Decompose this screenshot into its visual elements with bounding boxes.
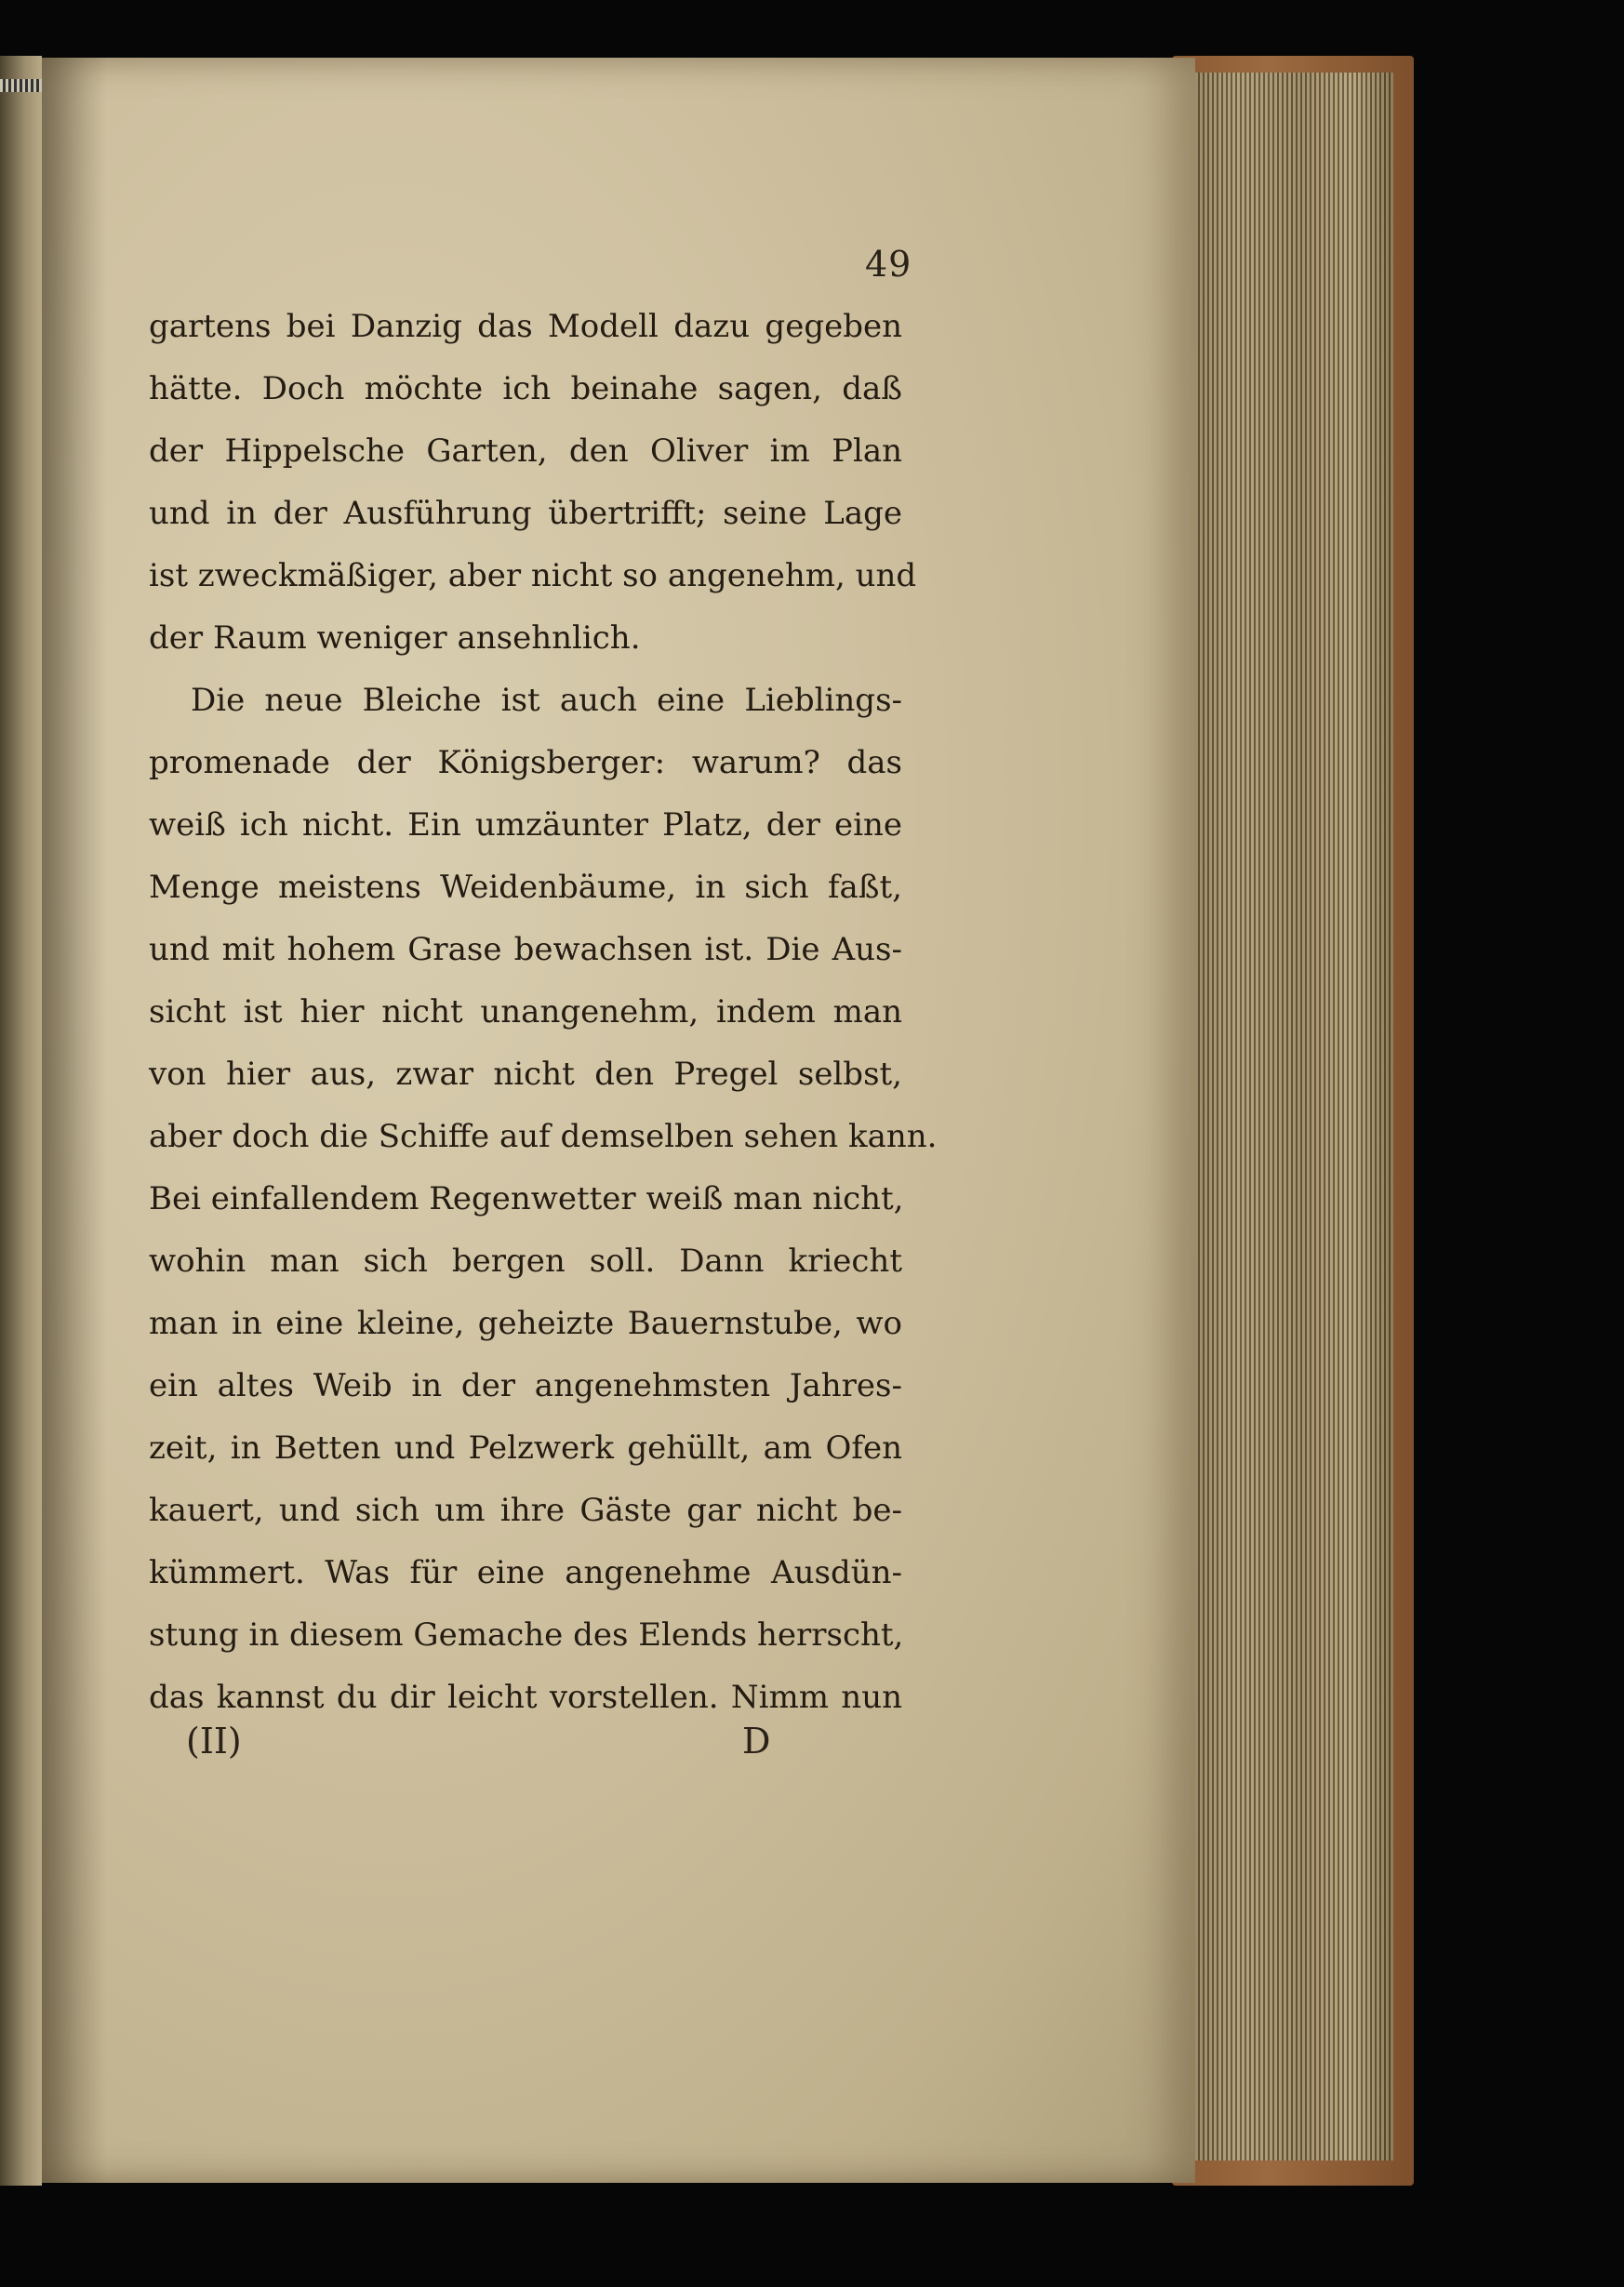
text-line: weiß ich nicht. Ein umzäunter Platz, der eine <box>149 806 902 844</box>
text-line: sicht ist hier nicht unangenehm, indem man <box>149 993 902 1030</box>
text-line: und in der Ausführung übertrifft; seine Lage <box>149 495 902 532</box>
text-line: stung in diesem Gemache des Elends herrscht, <box>149 1616 904 1654</box>
text-line: zeit, in Betten und Pelzwerk gehüllt, am Ofen <box>149 1429 902 1467</box>
page-edges <box>1186 73 1393 2161</box>
signature-mark: (II) <box>186 1721 242 1762</box>
text-line: der Raum weniger ansehnlich. <box>149 619 641 657</box>
text-line: Bei einfallendem Regenwetter weiß man nicht, <box>149 1180 904 1217</box>
text-line: das kannst du dir leicht vorstellen. Nimm nun <box>149 1679 902 1716</box>
text-line: promenade der Königsberger: warum? das <box>149 744 902 781</box>
text-line: man in eine kleine, geheizte Bauernstube, wo <box>149 1305 902 1342</box>
facing-page-print-fragment <box>0 79 42 92</box>
text-line: wohin man sich bergen soll. Dann kriecht <box>149 1243 902 1280</box>
text-line: kümmert. Was für eine angenehme Ausdün- <box>149 1554 902 1591</box>
text-line: aber doch die Schiffe auf demselben sehen kann. <box>149 1118 938 1155</box>
text-line: und mit hohem Grase bewachsen ist. Die Aus- <box>149 931 902 968</box>
text-line: hätte. Doch möchte ich beinahe sagen, daß <box>149 370 902 407</box>
text-line: der Hippelsche Garten, den Oliver im Plan <box>149 432 902 470</box>
text-line: gartens bei Danzig das Modell dazu gegeben <box>149 308 902 345</box>
text-line: kauert, und sich um ihre Gäste gar nicht be- <box>149 1492 902 1529</box>
body-text <box>149 296 938 1729</box>
facing-page-edge <box>0 56 42 2186</box>
text-line: von hier aus, zwar nicht den Pregel selbst, <box>149 1056 902 1093</box>
page-number: 49 <box>865 244 912 285</box>
text-line: Die neue Bleiche ist auch eine Lieblings- <box>191 682 902 719</box>
text-line: ein altes Weib in der angenehmsten Jahres- <box>149 1367 902 1404</box>
text-line: Menge meistens Weidenbäume, in sich faßt, <box>149 869 902 906</box>
gutter-shadow <box>42 58 107 2183</box>
catchword-mark: D <box>742 1721 771 1762</box>
text-line: ist zweckmäßiger, aber nicht so angenehm, und <box>149 557 917 594</box>
